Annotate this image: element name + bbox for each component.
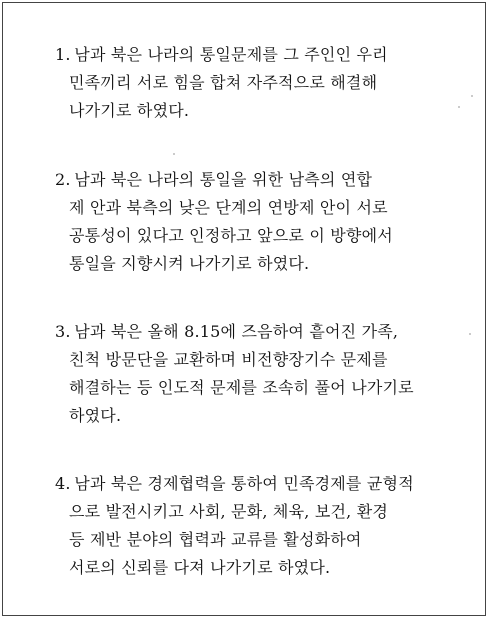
item-line: 서로의 신뢰를 다져 나가기로 하였다. [69,558,331,577]
item-line: 남과 북은 나라의 통일을 위한 남측의 연합 [74,170,373,189]
item-line: 남과 북은 올해 8.15에 즈음하여 흩어진 가족, [74,322,399,341]
scan-speck [469,333,471,335]
item-number: 2. [55,170,71,189]
agreement-item-2 [55,166,427,278]
item-number: 1. [55,45,71,64]
item-line: 제 안과 북측의 낮은 단계의 연방제 안이 서로 [69,198,388,217]
scan-speck [458,106,460,108]
item-line: 공통성이 있다고 인정하고 앞으로 이 방향에서 [69,226,393,245]
agreement-item-4 [55,470,427,582]
item-line: 나가기로 하였다. [69,101,190,120]
item-line: 하였다. [69,406,122,425]
item-line: 민족끼리 서로 힘을 합쳐 자주적으로 해결해 [69,73,378,92]
item-line: 해결하는 등 인도적 문제를 조속히 풀어 나가기로 [69,378,414,397]
item-number: 3. [55,322,71,341]
item-number: 4. [55,474,71,493]
agreement-item-3 [55,318,427,430]
scan-speck [173,153,175,155]
document-page [2,2,486,616]
item-line: 등 제반 분야의 협력과 교류를 활성화하여 [69,530,362,549]
item-line: 남과 북은 경제협력을 통하여 민족경제를 균형적 [74,474,414,493]
item-line: 남과 북은 나라의 통일문제를 그 주인인 우리 [74,45,388,64]
item-line: 통일을 지향시켜 나가기로 하였다. [69,254,310,273]
item-line: 으로 발전시키고 사회, 문화, 체육, 보건, 환경 [69,502,389,521]
agreement-item-1 [55,41,427,125]
item-line: 친척 방문단을 교환하며 비전향장기수 문제를 [69,350,388,369]
scan-speck [471,95,473,97]
